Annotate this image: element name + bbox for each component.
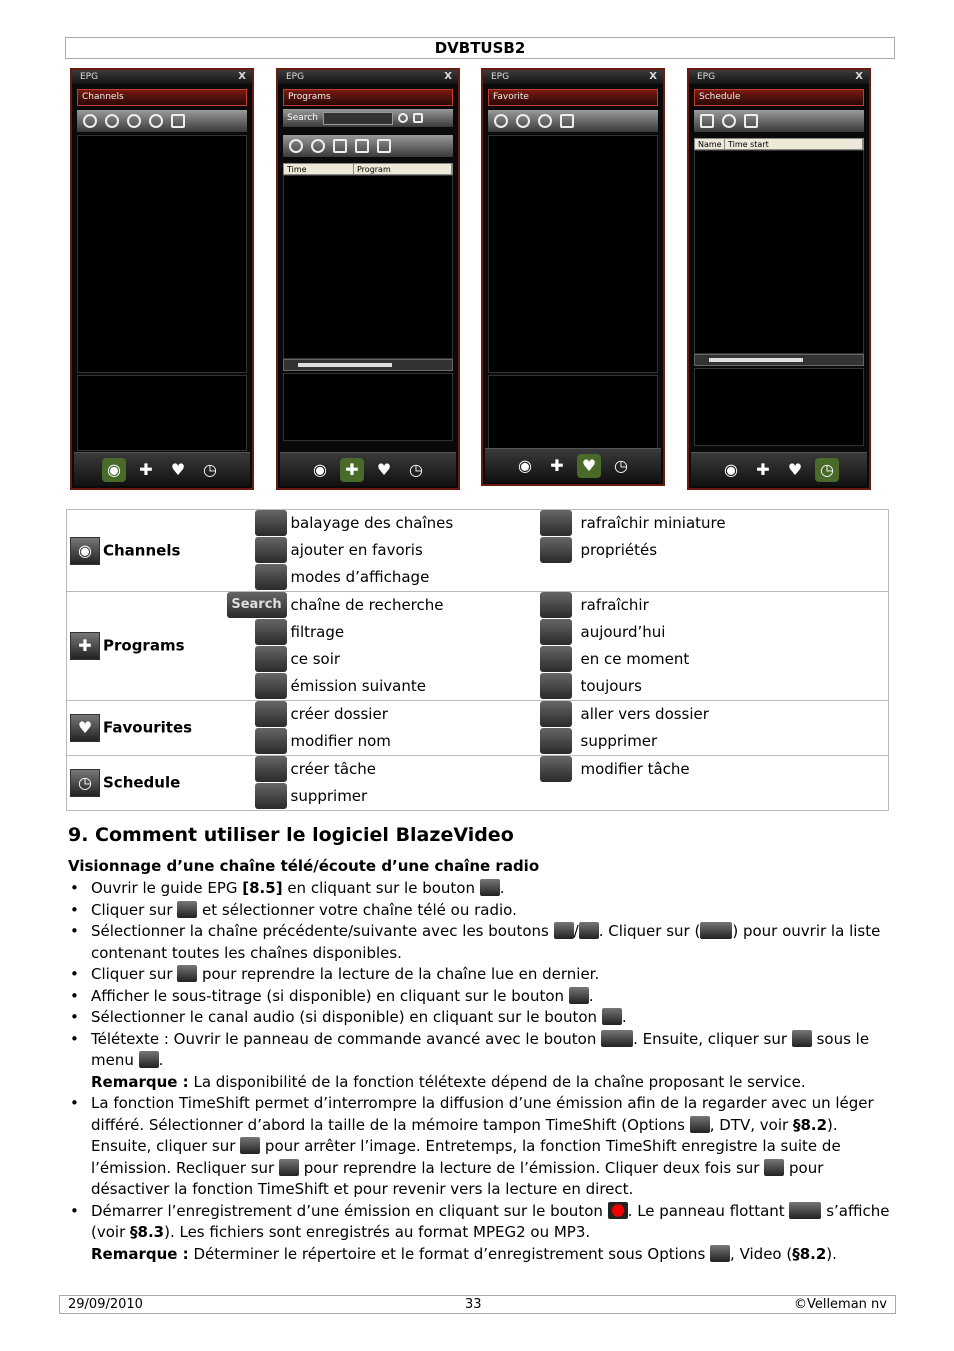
legend-item: aujourd’hui [580, 623, 666, 641]
schedule-toolbar [694, 110, 864, 132]
today-icon[interactable] [289, 139, 303, 153]
legend-item: modifier nom [290, 732, 391, 750]
epg-titlebar [278, 70, 458, 84]
list-item: • Afficher le sous-titrage (si disponible) en cliquant sur le bouton . [68, 986, 890, 1008]
epg-panel-favorite [481, 68, 665, 486]
category-label: Favourites [103, 718, 193, 737]
always-icon [540, 673, 572, 699]
close-icon[interactable]: X [238, 71, 246, 82]
list-item: • Cliquer sur et sélectionner votre chaîne télé ou radio. [68, 900, 890, 922]
list-item: • Sélectionner la chaîne précédente/suivante avec les boutons / . Cliquer sur ( ) pour ouvrir la liste contenant toutes les chaînes disponibles. [68, 921, 890, 964]
section-title: 9. Comment utiliser le logiciel BlazeVideo [68, 824, 514, 846]
menu-icon [139, 1051, 159, 1068]
legend-item: aller vers dossier [581, 701, 889, 729]
delete-icon [540, 728, 572, 754]
go-to-folder-icon [540, 701, 572, 727]
tab-programs: Programs [283, 89, 453, 106]
favorites-tab-icon[interactable]: ♥ [170, 459, 186, 479]
schedule-tab-icon[interactable]: ◷ [409, 459, 423, 479]
channels-toolbar [77, 110, 247, 132]
legend-item: chaîne de recherche [291, 592, 531, 620]
legend-item: toujours [580, 677, 642, 695]
close-icon[interactable]: X [649, 71, 657, 82]
refresh-icon[interactable] [398, 113, 408, 123]
tab-schedule: Schedule [694, 89, 864, 106]
tonight-icon[interactable] [311, 139, 325, 153]
epg-bottom-tabs [691, 452, 867, 486]
category-label: Schedule [103, 773, 181, 792]
list-item: • Cliquer sur pour reprendre la lecture de la chaîne lue en dernier. [68, 964, 890, 986]
rename-icon[interactable] [538, 114, 552, 128]
epg-bottom-tabs [74, 452, 250, 486]
next-icon[interactable] [355, 139, 369, 153]
next-icon [255, 673, 287, 699]
create-folder-icon[interactable] [494, 114, 508, 128]
favorite-preview [488, 375, 658, 451]
schedule-list[interactable] [694, 150, 864, 354]
record-icon [608, 1202, 628, 1219]
epg-title: EPG [80, 72, 99, 82]
legend-item: rafraîchir miniature [581, 510, 889, 538]
scan-icon [255, 510, 287, 536]
list-item: • Ouvrir le guide EPG [8.5] en cliquant sur le bouton . [68, 878, 890, 900]
add-favorite-icon[interactable] [127, 114, 141, 128]
legend-item: ajouter en favoris [290, 541, 423, 559]
favourites-icon: ♥ [70, 714, 100, 742]
list-item: • La fonction TimeShift permet d’interrompre la diffusion d’une émission afin de la regarder avec un léger différé. Sélectionner d’abord la taille de la mémoire tampon TimeShift (Options , DTV, voir §8.2). Ensuite, cliquer sur pour arrêter l’image. Entretemps, la fonction TimeShift enregistre la suite de l’émission. Recliquer sur pour reprendre la lecture de l’émission. Cliquer deux fois sur pour désactiver la fonction TimeShift et pour revenir vers la lecture en direct. [68, 1093, 890, 1201]
horizontal-scrollbar[interactable] [694, 354, 864, 366]
legend-item: modes d’affichage [290, 568, 430, 586]
channels-tab-icon[interactable]: ◉ [313, 459, 327, 479]
favorites-tab-icon[interactable]: ♥ [787, 459, 803, 479]
column-time-start[interactable]: Time start [725, 139, 863, 149]
channel-list[interactable] [77, 135, 247, 373]
programs-icon: ✚ [70, 632, 100, 660]
channels-tab-icon[interactable]: ◉ [102, 458, 126, 482]
legend-item: modifier tâche [581, 756, 889, 784]
tab-channels: Channels [77, 89, 247, 106]
epg-screenshots [0, 68, 954, 492]
today-icon [540, 619, 572, 645]
epg-bottom-tabs [485, 448, 661, 482]
schedule-column-header [694, 138, 864, 150]
legend-category-programs [67, 592, 227, 701]
programs-search-row [283, 109, 453, 127]
channels-tab-icon[interactable]: ◉ [518, 455, 532, 475]
category-label: Channels [103, 541, 181, 559]
footer-page-number: 33 [465, 1297, 482, 1312]
category-label: Programs [103, 636, 185, 655]
epg-title: EPG [491, 72, 510, 82]
legend-item: émission suivante [290, 677, 426, 695]
favorites-tab-icon[interactable]: ♥ [577, 454, 601, 478]
rename-icon [255, 728, 287, 754]
programs-tab-icon[interactable]: ✚ [340, 458, 364, 482]
legend-item: filtrage [290, 623, 345, 641]
add-favorite-icon [255, 537, 287, 563]
display-mode-icon [255, 564, 287, 590]
legend-category-schedule [67, 756, 227, 811]
epg-title: EPG [697, 72, 716, 82]
program-details [283, 373, 453, 441]
legend-item: supprimer [290, 787, 368, 805]
legend-item: créer tâche [291, 756, 531, 784]
epg-titlebar [689, 70, 869, 84]
schedule-icon: ◷ [70, 769, 100, 797]
epg-legend-table [66, 509, 889, 811]
programs-tab-icon[interactable]: ✚ [756, 459, 770, 479]
column-name[interactable]: Name [695, 139, 725, 149]
section-subtitle: Visionnage d’une chaîne télé/écoute d’une chaîne radio [68, 857, 540, 875]
schedule-tab-icon[interactable]: ◷ [614, 455, 628, 475]
create-folder-icon [255, 701, 287, 727]
previous-icon [554, 922, 574, 939]
favorites-tab-icon[interactable]: ♥ [376, 459, 392, 479]
channels-tab-icon[interactable]: ◉ [724, 459, 738, 479]
programs-tab-icon[interactable]: ✚ [550, 455, 564, 475]
last-channel-icon [177, 965, 197, 982]
now-icon [540, 646, 572, 672]
footer-date: 29/09/2010 [68, 1297, 143, 1312]
tab-favorite: Favorite [488, 89, 658, 106]
pause-icon [279, 1159, 299, 1176]
list-item: • Sélectionner le canal audio (si disponible) en cliquant sur le bouton . [68, 1007, 890, 1029]
search-label: Search [287, 113, 318, 123]
scan-icon[interactable] [83, 114, 97, 128]
schedule-tab-icon[interactable]: ◷ [203, 459, 217, 479]
legend-item: créer dossier [291, 701, 531, 729]
subtitle-icon [569, 987, 589, 1004]
tonight-icon [255, 646, 287, 672]
epg-titlebar [72, 70, 252, 84]
teletext-icon [792, 1030, 812, 1047]
delete-icon[interactable] [744, 114, 758, 128]
properties-icon [540, 537, 572, 563]
gear-icon [690, 1116, 710, 1133]
channels-icon [177, 901, 197, 918]
now-icon[interactable] [333, 139, 347, 153]
legend-item: balayage des chaînes [291, 510, 531, 538]
always-icon[interactable] [377, 139, 391, 153]
favorite-list[interactable] [488, 135, 658, 373]
delete-icon[interactable] [560, 114, 574, 128]
epg-titlebar [483, 70, 663, 84]
play-icon [764, 1159, 784, 1176]
epg-bottom-tabs [280, 452, 456, 486]
horizontal-scrollbar[interactable] [283, 359, 453, 371]
instruction-list [68, 878, 890, 1265]
column-time[interactable]: Time [284, 164, 354, 174]
column-program[interactable]: Program [354, 164, 452, 174]
list-item: • Démarrer l’enregistrement d’une émission en cliquant sur le bouton . Le panneau flottant s’affiche (voir §8.3). Les fichiers sont enregistrés au format MPEG2 ou MP3. Remarque : Déterminer le répertoire et le format d’enregistrement sous Options , Video (§8.2). [68, 1201, 890, 1266]
legend-item: supprimer [580, 732, 658, 750]
search-icon: Search [227, 592, 287, 618]
legend-category-channels [67, 510, 227, 592]
edit-task-icon [540, 756, 572, 782]
schedule-details [694, 368, 864, 446]
footer-copyright: ©Velleman nv [793, 1297, 887, 1312]
display-mode-icon[interactable] [171, 114, 185, 128]
list-item: • Télétexte : Ouvrir le panneau de commande avancé avec le bouton . Ensuite, cliquer sur sous le menu . Remarque : La disponibilité de la fonction télétexte dépend de la chaîne proposant le service. [68, 1029, 890, 1094]
create-task-icon[interactable] [700, 114, 714, 128]
filter-icon[interactable] [413, 113, 423, 123]
delete-icon [255, 783, 287, 809]
edit-task-icon[interactable] [722, 114, 736, 128]
create-task-icon [255, 756, 287, 782]
refresh-icon [540, 592, 572, 618]
legend-item: ce soir [290, 650, 341, 668]
close-icon[interactable]: X [855, 71, 863, 82]
pause-icon [240, 1137, 260, 1154]
programs-column-header [283, 163, 453, 175]
go-to-folder-icon[interactable] [516, 114, 530, 128]
more-icon [700, 922, 732, 939]
program-list[interactable] [283, 175, 453, 359]
properties-icon[interactable] [149, 114, 163, 128]
gear-icon [710, 1245, 730, 1262]
filter-icon [255, 619, 287, 645]
page-header: DVBTUSB2 [65, 37, 895, 59]
programs-toolbar [283, 135, 453, 157]
next-icon [579, 922, 599, 939]
epg-panel-schedule [687, 68, 871, 490]
legend-item: rafraîchir [581, 592, 889, 620]
programs-tab-icon[interactable]: ✚ [139, 459, 153, 479]
audio-icon [602, 1008, 622, 1025]
epg-title: EPG [286, 72, 305, 82]
page-footer [59, 1295, 896, 1314]
epg-panel-programs [276, 68, 460, 490]
legend-item: propriétés [580, 541, 658, 559]
floating-panel-icon [789, 1202, 821, 1219]
refresh-thumbnail-icon [540, 510, 572, 536]
channel-preview [77, 375, 247, 451]
search-input[interactable] [323, 112, 393, 125]
epg-panel-channels [70, 68, 254, 490]
refresh-thumbnail-icon[interactable] [105, 114, 119, 128]
legend-item: en ce moment [580, 650, 690, 668]
advanced-panel-icon [601, 1030, 633, 1047]
schedule-tab-icon[interactable]: ◷ [815, 458, 839, 482]
epg-icon [480, 879, 500, 896]
legend-category-favourites [67, 701, 227, 756]
channels-icon: ◉ [70, 537, 100, 565]
favorite-toolbar [488, 110, 658, 132]
close-icon[interactable]: X [444, 71, 452, 82]
